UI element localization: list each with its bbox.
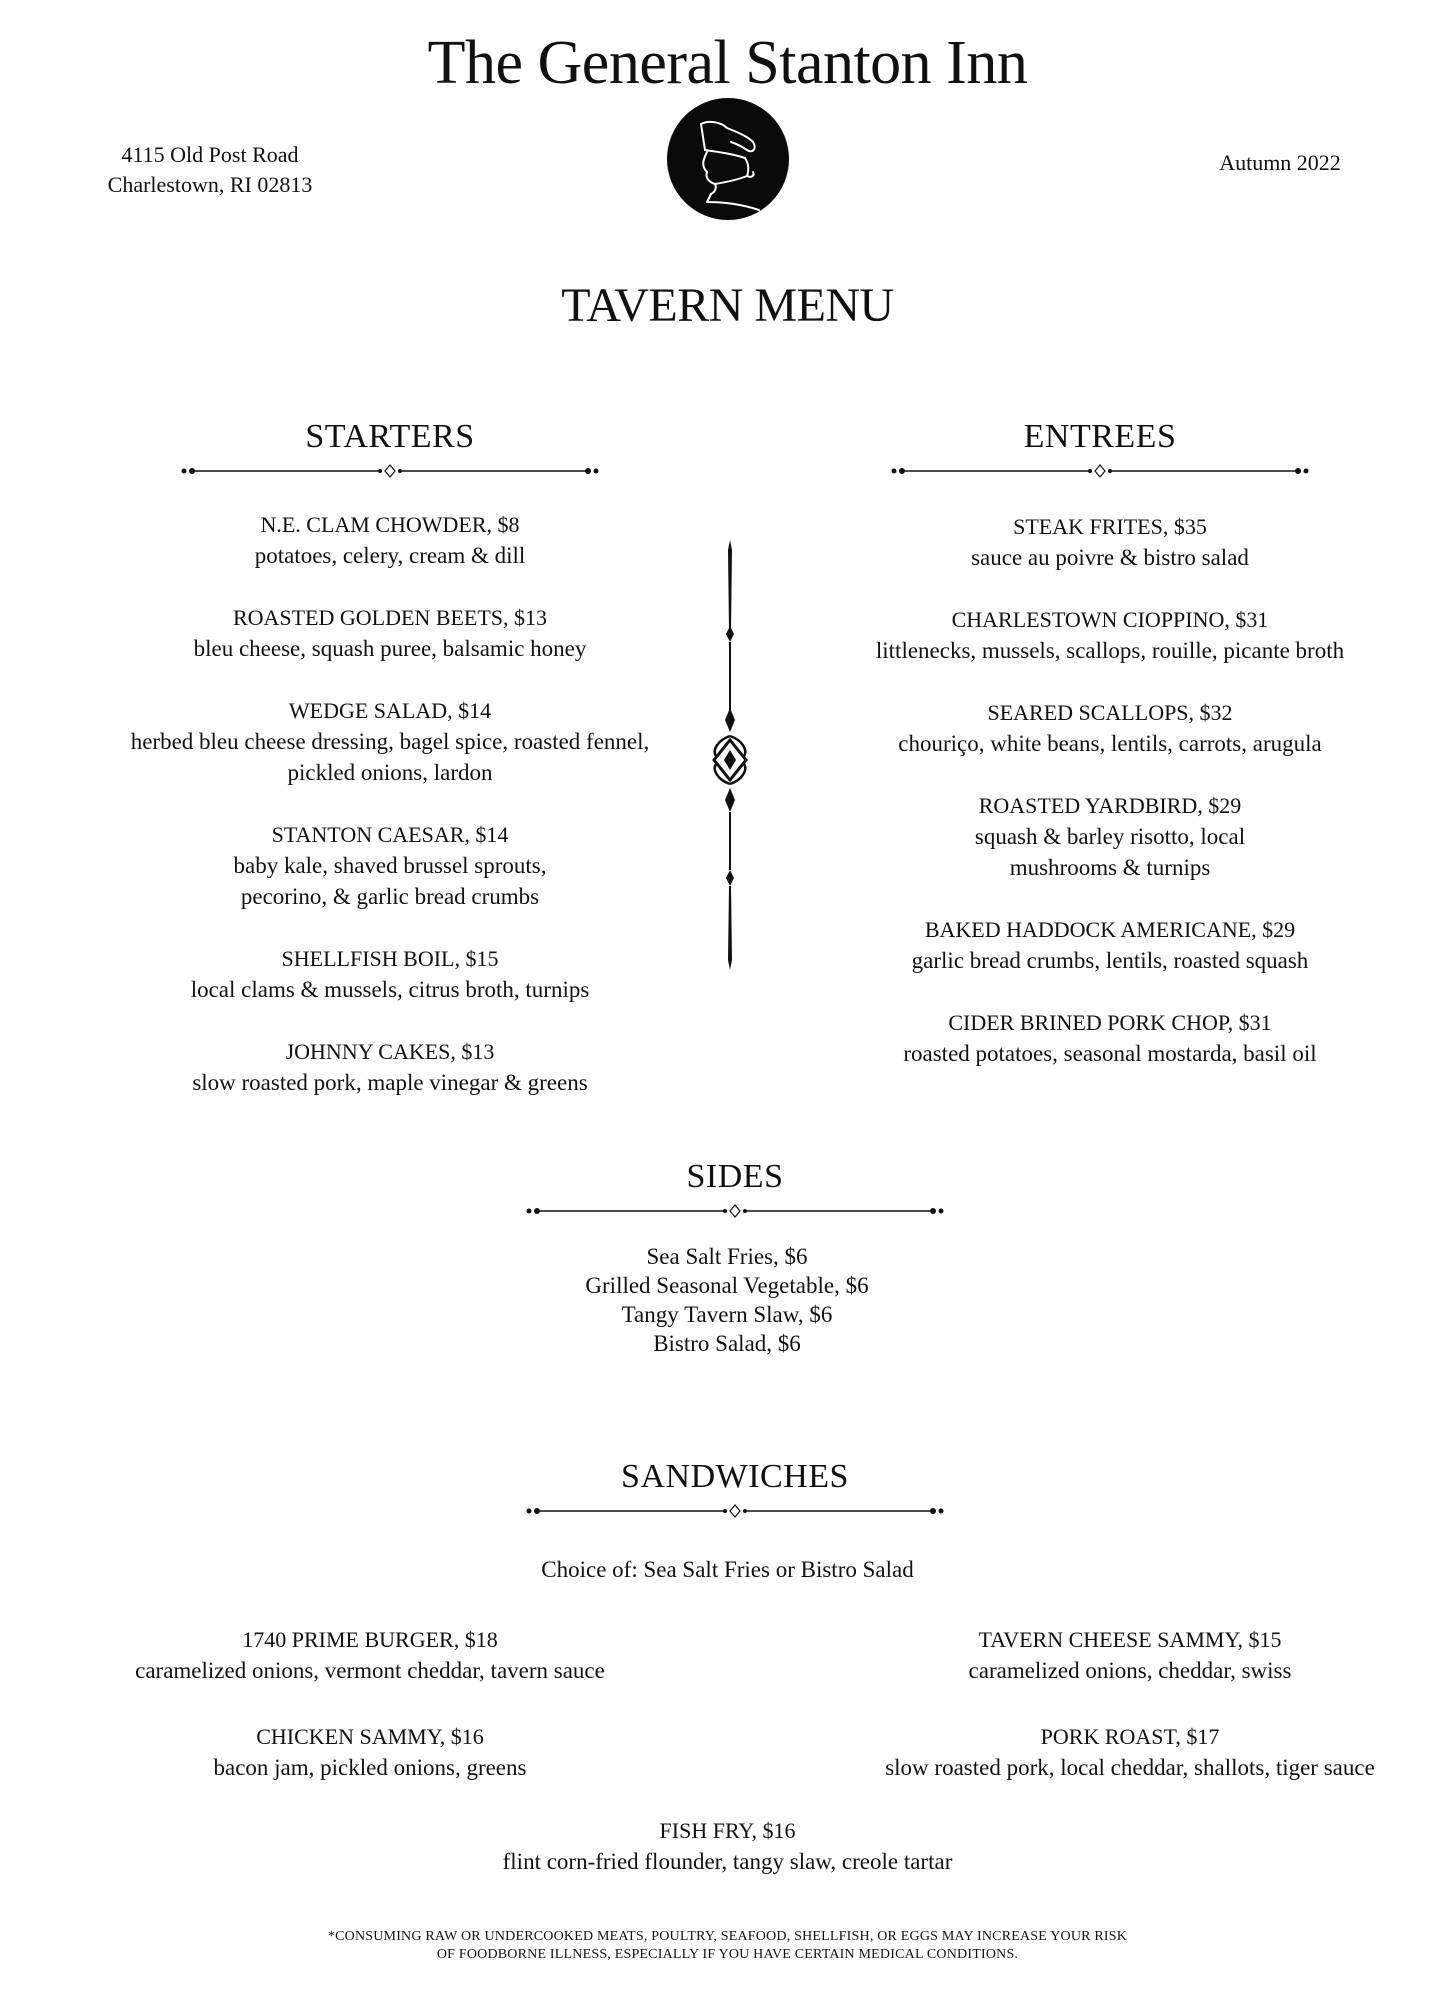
address-line-1: 4115 Old Post Road <box>121 142 299 167</box>
item-description: chouriço, white beans, lentils, carrots, arugula <box>898 731 1322 756</box>
item-description: squash & barley risotto, local mushrooms & turnips <box>974 824 1246 880</box>
sides-section-header <box>525 1158 945 1218</box>
season-label: Autumn 2022 <box>1219 150 1341 175</box>
item-name: CHARLESTOWN CIOPPINO, $31 <box>951 607 1269 632</box>
side-item: Bistro Salad, $6 <box>653 1331 801 1356</box>
item-description: flint corn-fried flounder, tangy slaw, creole tartar <box>502 1849 953 1874</box>
menu-item <box>90 1037 690 1098</box>
item-description: local clams & mussels, citrus broth, turnips <box>190 977 590 1002</box>
item-description: bleu cheese, squash puree, balsamic honey <box>193 636 587 661</box>
menu-item <box>790 1008 1430 1069</box>
item-name: BAKED HADDOCK AMERICANE, $29 <box>924 917 1296 942</box>
vertical-ornament-icon <box>700 540 760 970</box>
menu-item <box>790 915 1430 976</box>
item-name: TAVERN CHEESE SAMMY, $15 <box>978 1627 1282 1652</box>
disclaimer-line-1: *CONSUMING RAW OR UNDERCOOKED MEATS, POULTRY, SEAFOOD, SHELLFISH, OR EGGS MAY INCREASE YOUR RISK <box>327 1929 1128 1944</box>
item-name: PORK ROAST, $17 <box>1040 1724 1220 1749</box>
address-block <box>70 140 350 200</box>
item-name: CHICKEN SAMMY, $16 <box>256 1724 484 1749</box>
item-name: STANTON CAESAR, $14 <box>271 822 509 847</box>
food-safety-disclaimer <box>0 1928 1455 1964</box>
item-description: bacon jam, pickled onions, greens <box>213 1755 527 1780</box>
entrees-heading: ENTREES <box>1023 418 1177 455</box>
starters-list <box>90 510 690 1130</box>
item-description: herbed bleu cheese dressing, bagel spice, roasted fennel, pickled onions, lardon <box>130 729 650 785</box>
item-description: garlic bread crumbs, lentils, roasted squash <box>911 948 1309 973</box>
sandwich-side-choice: Choice of: Sea Salt Fries or Bistro Salad <box>541 1557 914 1582</box>
menu-item <box>90 696 690 788</box>
sandwiches-heading: SANDWICHES <box>621 1458 849 1495</box>
address-line-2: Charlestown, RI 02813 <box>107 172 313 197</box>
item-name: STEAK FRITES, $35 <box>1013 514 1207 539</box>
item-description: slow roasted pork, maple vinegar & greens <box>192 1070 588 1095</box>
item-name: N.E. CLAM CHOWDER, $8 <box>260 512 520 537</box>
entrees-list <box>790 512 1430 1101</box>
sides-heading: SIDES <box>686 1158 784 1195</box>
item-name: ROASTED YARDBIRD, $29 <box>978 793 1242 818</box>
item-name: FISH FRY, $16 <box>659 1818 796 1843</box>
starters-heading: STARTERS <box>305 418 475 455</box>
ornamental-divider-icon <box>525 1504 945 1518</box>
item-description: caramelized onions, vermont cheddar, tavern sauce <box>135 1658 605 1683</box>
item-description: slow roasted pork, local cheddar, shallots, tiger sauce <box>885 1755 1375 1780</box>
sandwich-item <box>800 1722 1455 1783</box>
menu-item <box>90 510 690 571</box>
item-name: WEDGE SALAD, $14 <box>288 698 492 723</box>
sandwiches-section-header <box>525 1458 945 1518</box>
ornamental-divider-icon <box>890 464 1310 478</box>
item-description: littlenecks, mussels, scallops, rouille, picante broth <box>875 638 1345 663</box>
item-name: SHELLFISH BOIL, $15 <box>281 946 499 971</box>
sandwich-item <box>40 1625 700 1686</box>
sandwich-item <box>0 1816 1455 1877</box>
colonial-profile-silhouette-icon <box>667 98 789 220</box>
ornamental-divider-icon <box>180 464 600 478</box>
menu-item <box>790 791 1430 883</box>
entrees-section-header <box>890 418 1310 478</box>
item-name: JOHNNY CAKES, $13 <box>285 1039 495 1064</box>
menu-title: TAVERN MENU <box>561 279 894 332</box>
item-name: ROASTED GOLDEN BEETS, $13 <box>232 605 548 630</box>
disclaimer-line-2: OF FOODBORNE ILLNESS, ESPECIALLY IF YOU HAVE CERTAIN MEDICAL CONDITIONS. <box>436 1947 1019 1962</box>
item-description: roasted potatoes, seasonal mostarda, basil oil <box>903 1041 1317 1066</box>
sides-list <box>427 1242 1027 1358</box>
item-name: 1740 PRIME BURGER, $18 <box>242 1627 498 1652</box>
menu-item <box>790 512 1430 573</box>
menu-item <box>90 944 690 1005</box>
item-description: caramelized onions, cheddar, swiss <box>968 1658 1292 1683</box>
restaurant-title: The General Stanton Inn <box>427 29 1028 97</box>
sandwich-item <box>800 1625 1455 1686</box>
sandwich-item <box>40 1722 700 1783</box>
menu-item <box>790 605 1430 666</box>
starters-section-header <box>180 418 600 478</box>
menu-item <box>790 698 1430 759</box>
side-item: Tangy Tavern Slaw, $6 <box>621 1302 833 1327</box>
side-item: Grilled Seasonal Vegetable, $6 <box>585 1273 869 1298</box>
side-item: Sea Salt Fries, $6 <box>646 1244 808 1269</box>
menu-item <box>90 603 690 664</box>
item-name: CIDER BRINED PORK CHOP, $31 <box>948 1010 1272 1035</box>
menu-item <box>90 820 690 912</box>
item-name: SEARED SCALLOPS, $32 <box>987 700 1233 725</box>
item-description: potatoes, celery, cream & dill <box>254 543 526 568</box>
ornamental-divider-icon <box>525 1204 945 1218</box>
item-description: sauce au poivre & bistro salad <box>971 545 1249 570</box>
item-description: baby kale, shaved brussel sprouts, pecorino, & garlic bread crumbs <box>233 853 547 909</box>
